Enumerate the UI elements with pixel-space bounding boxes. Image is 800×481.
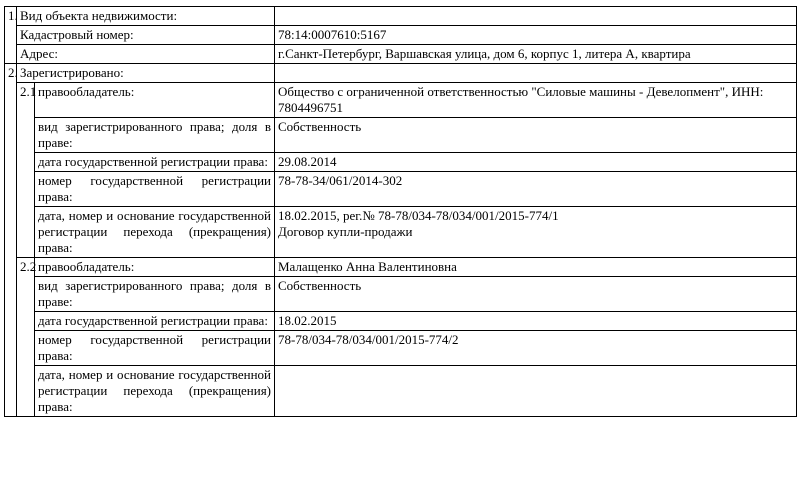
date-row	[5, 153, 797, 172]
transfer-value-line2: Договор купли-продажи	[278, 224, 413, 239]
right-row	[5, 277, 797, 312]
holder-label: правообладатель:	[35, 258, 275, 277]
section1-title: Вид объекта недвижимости:	[17, 7, 275, 26]
holder-row	[5, 258, 797, 277]
date-value: 29.08.2014	[275, 153, 797, 172]
regnum-value: 78-78/034-78/034/001/2015-774/2	[275, 331, 797, 366]
section2-title-value	[275, 64, 797, 83]
regnum-row	[5, 331, 797, 366]
date-row	[5, 312, 797, 331]
transfer-value-line1: 18.02.2015, рег.№ 78-78/034-78/034/001/2015-774/1	[278, 208, 559, 223]
regnum-value: 78-78-34/061/2014-302	[275, 172, 797, 207]
holder-label: правообладатель:	[35, 83, 275, 118]
address-row	[5, 45, 797, 64]
address-label: Адрес:	[17, 45, 275, 64]
section2-row	[5, 64, 797, 83]
section1-number: 1.	[5, 7, 17, 64]
date-label: дата государственной регистрации права:	[35, 312, 275, 331]
holder-number: 2.2	[17, 258, 35, 417]
section1-row	[5, 7, 797, 26]
right-label: вид зарегистрированного права; доля в праве:	[35, 277, 275, 312]
section2-number: 2.	[5, 64, 17, 417]
regnum-row	[5, 172, 797, 207]
section2-title: Зарегистрировано:	[17, 64, 275, 83]
extract-table	[4, 6, 797, 417]
section1-title-value	[275, 7, 797, 26]
holder-value: Общество с ограниченной ответственностью "Силовые машины - Девелопмент", ИНН: 7804496751	[275, 83, 797, 118]
transfer-row	[5, 366, 797, 417]
date-label: дата государственной регистрации права:	[35, 153, 275, 172]
address-value: г.Санкт-Петербург, Варшавская улица, дом 6, корпус 1, литера А, квартира	[275, 45, 797, 64]
regnum-label: номер государственной регистрации права:	[35, 331, 275, 366]
transfer-label: дата, номер и основание государственной регистрации перехода (прекращения) права:	[35, 366, 275, 417]
holder-value: Малащенко Анна Валентиновна	[275, 258, 797, 277]
right-row	[5, 118, 797, 153]
holder-number: 2.1	[17, 83, 35, 258]
transfer-value	[275, 366, 797, 417]
right-value: Собственность	[275, 118, 797, 153]
right-value: Собственность	[275, 277, 797, 312]
date-value: 18.02.2015	[275, 312, 797, 331]
regnum-label: номер государственной регистрации права:	[35, 172, 275, 207]
transfer-label: дата, номер и основание государственной регистрации перехода (прекращения) права:	[35, 207, 275, 258]
transfer-row	[5, 207, 797, 258]
right-label: вид зарегистрированного права; доля в праве:	[35, 118, 275, 153]
transfer-value	[275, 207, 797, 258]
cadastral-label: Кадастровый номер:	[17, 26, 275, 45]
cadastral-value: 78:14:0007610:5167	[275, 26, 797, 45]
cadastral-row	[5, 26, 797, 45]
holder-row	[5, 83, 797, 118]
